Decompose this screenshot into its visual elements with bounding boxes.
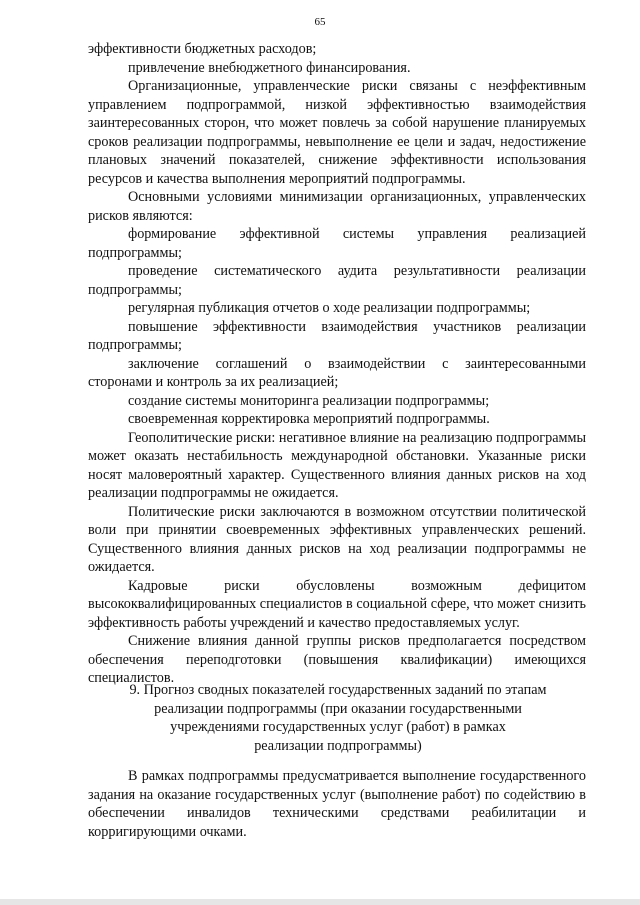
paragraph: Кадровые риски обусловлены возможным дефицитом высококвалифицированных специалистов в социальной сфере, что может снизить эффективность работы учреждений и качество предоставляемых услуг. — [88, 577, 586, 631]
section-heading-line: реализации подпрограммы) — [254, 737, 422, 754]
closing-paragraph: В рамках подпрограммы предусматривается выполнение государственного задания на оказание государственных услуг (выполнение работ) по содействию в обеспечении инвалидов техническими средствами реабилитации и корригирующими очками. — [88, 768, 586, 840]
section-heading — [110, 681, 566, 755]
paragraph: Снижение влияния данной группы рисков предполагается посредством обеспечения переподготовки (повышения квалификации) имеющихся специалистов. — [88, 633, 586, 686]
section-heading-line: учреждениями государственных услуг (работ) в рамках — [170, 719, 506, 735]
list-item: повышение эффективности взаимодействия участников реализации подпрограммы; — [88, 318, 586, 353]
scan-edge — [0, 899, 640, 905]
paragraph: Организационные, управленческие риски связаны с неэффективным управлением подпрограммой, низкой эффективностью взаимодействия заинтересованных сторон, что может повлечь за собой нарушение планируемых сроков реализации подпрограммы, невыполнение ее цели и задач, недостижение плановых значений показателей, снижение эффективности использования ресурсов и качества выполнения мероприятий подпрограммы. — [88, 78, 586, 187]
section-heading-line: реализации подпрограммы (при оказании государственными — [154, 700, 522, 717]
closing-section — [88, 767, 586, 841]
list-item: создание системы мониторинга реализации подпрограммы; — [128, 392, 490, 409]
paragraph: Основными условиями минимизации организационных, управленческих рисков являются: — [88, 189, 586, 224]
list-item: заключение соглашений о взаимодействии с заинтересованными сторонами и контроль за их реализацией; — [88, 355, 586, 390]
section-heading-line: 9. Прогноз сводных показателей государственных заданий по этапам — [129, 682, 547, 698]
list-item: проведение систематического аудита результативности реализации подпрограммы; — [88, 263, 586, 298]
paragraph: привлечение внебюджетного финансирования. — [128, 59, 411, 76]
body-text — [88, 40, 586, 688]
list-item: регулярная публикация отчетов о ходе реализации подпрограммы; — [128, 300, 531, 316]
paragraph: Политические риски заключаются в возможном отсутствии политической воли при принятии своевременных эффективных управленческих решений. Существенного влияния данных рисков на ход реализации подпрограммы не ожидается. — [88, 503, 586, 575]
page-number: 65 — [314, 16, 326, 28]
list-item: формирование эффективной системы управления реализацией подпрограммы; — [88, 226, 586, 261]
paragraph: Геополитические риски: негативное влияние на реализацию подпрограммы может оказать нестабильность международной обстановки. Указанные риски носят маловероятный характер. Существенного влияния данных рисков на ход реализации подпрограммы не ожидается. — [88, 429, 586, 501]
list-item: своевременная корректировка мероприятий подпрограммы. — [128, 411, 490, 427]
paragraph: эффективности бюджетных расходов; — [88, 41, 317, 57]
